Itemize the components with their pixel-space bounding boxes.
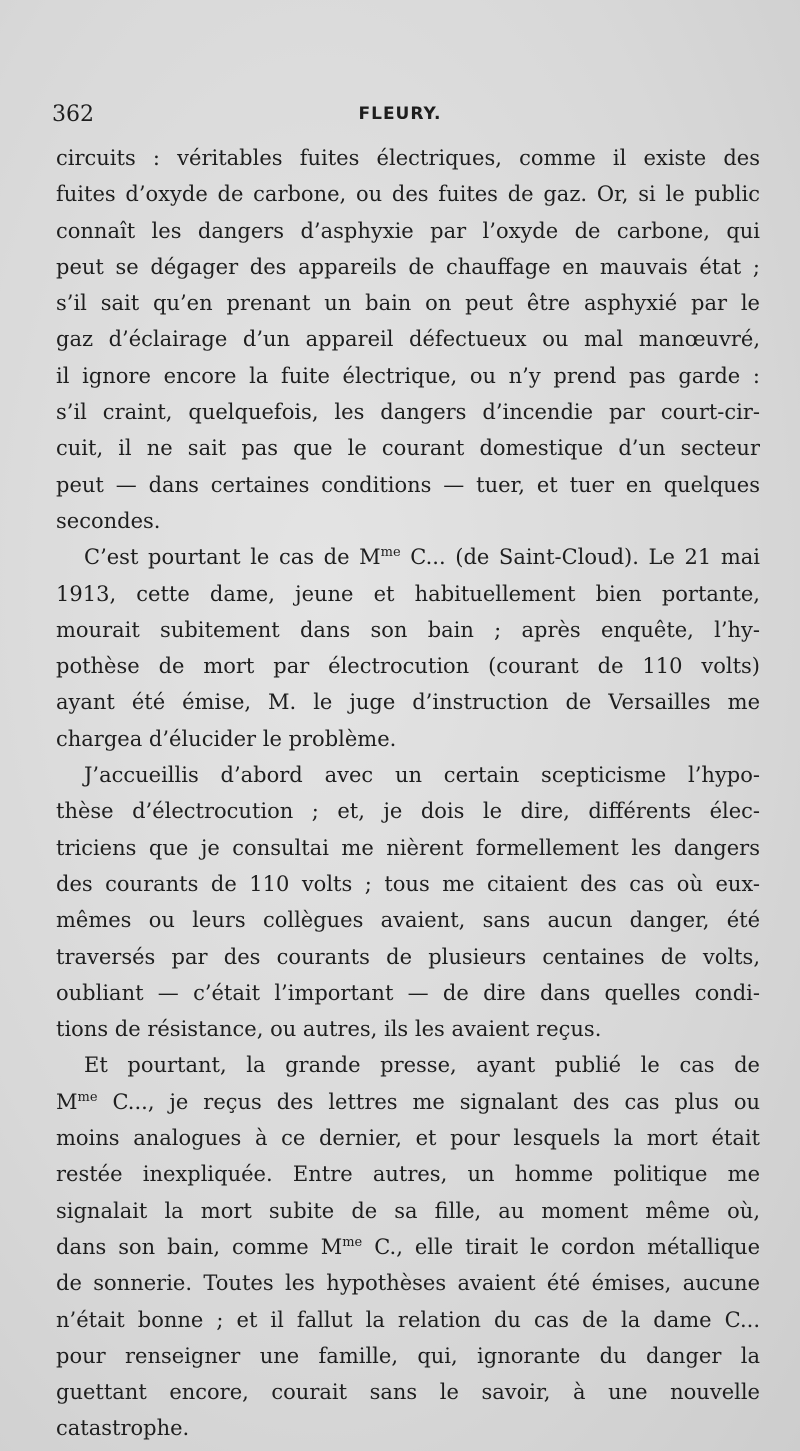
text-line: J’accueillis d’abord avec un certain scepticisme l’hypo- <box>84 763 760 788</box>
text-line: traversés par des courants de plusieurs centaines de volts, <box>56 944 760 969</box>
text-line: peut — dans certaines conditions — tuer, et tuer en quelques <box>56 472 760 497</box>
text-line: de sonnerie. Toutes les hypothèses avaient été émises, aucune <box>56 1271 760 1296</box>
text-line: peut se dégager des appareils de chauffage en mauvais état ; <box>56 254 760 279</box>
text-line: triciens que je consultai me nièrent formellement les dangers <box>56 835 760 860</box>
text-line: des courants de 110 volts ; tous me citaient des cas où eux- <box>56 871 760 896</box>
text-line: guettant encore, courait sans le savoir, à une nouvelle <box>56 1380 760 1405</box>
text-line: catastrophe. <box>56 1416 190 1441</box>
text-line: secondes. <box>56 508 161 533</box>
text-line: C’est pourtant le cas de $M^{me}$ C... (de Saint-Cloud). Le 21 mai <box>84 545 760 570</box>
text-line: circuits : véritables fuites électriques, comme il existe des <box>56 146 760 170</box>
text-line: ayant été émise, M. le juge d’instruction de Versailles me <box>56 690 760 715</box>
text-line: restée inexpliquée. Entre autres, un homme politique me <box>56 1162 760 1187</box>
text-line: oubliant — c’était l’important — de dire dans quelles condi- <box>56 980 760 1005</box>
text-line: pothèse de mort par électrocution (courant de 110 volts) <box>56 654 760 679</box>
text-line: mêmes ou leurs collègues avaient, sans aucun danger, été <box>56 908 760 933</box>
text-line: mourait subitement dans son bain ; après enquête, l’hy- <box>56 617 760 642</box>
text-line: fuites d’oxyde de carbone, ou des fuites de gaz. Or, si le public <box>56 182 760 207</box>
text-line: il ignore encore la fuite électrique, ou n’y prend pas garde : <box>56 363 760 388</box>
text-line: pour renseigner une famille, qui, ignorante du danger la <box>56 1343 760 1368</box>
text-line: tions de résistance, ou autres, ils les avaient reçus. <box>56 1017 602 1042</box>
text-line: 1913, cette dame, jeune et habituellement bien portante, <box>56 581 760 606</box>
page-number: 362 <box>52 102 94 127</box>
text-line: n’était bonne ; et il fallut la relation du cas de la dame C... <box>56 1307 760 1332</box>
running-head: FLEURY. <box>358 104 442 124</box>
text-line: dans son bain, comme $M^{me}$ C., elle tirait le cordon métallique <box>56 1234 760 1259</box>
text-line: s’il sait qu’en prenant un bain on peut être asphyxié par le <box>56 291 760 316</box>
page-header <box>50 98 750 134</box>
text-line: Et pourtant, la grande presse, ayant publié le cas de <box>84 1053 760 1078</box>
text-line: chargea d’élucider le problème. <box>56 726 397 751</box>
text-line: cuit, il ne sait pas que le courant domestique d’un secteur <box>56 436 760 461</box>
text-line: moins analogues à ce dernier, et pour lesquels la mort était <box>56 1126 760 1151</box>
text-line: $M^{me}$ C..., je reçus des lettres me signalant des cas plus ou <box>56 1089 760 1114</box>
text-line: s’il craint, quelquefois, les dangers d’incendie par court-cir- <box>56 400 760 425</box>
body-text <box>56 140 760 1447</box>
text-line: thèse d’électrocution ; et, je dois le dire, différents élec- <box>56 799 760 824</box>
text-line: gaz d’éclairage d’un appareil défectueux ou mal manœuvré, <box>56 327 760 352</box>
text-line: signalait la mort subite de sa fille, au moment même où, <box>56 1198 760 1223</box>
text-line: connaît les dangers d’asphyxie par l’oxyde de carbone, qui <box>56 218 760 243</box>
